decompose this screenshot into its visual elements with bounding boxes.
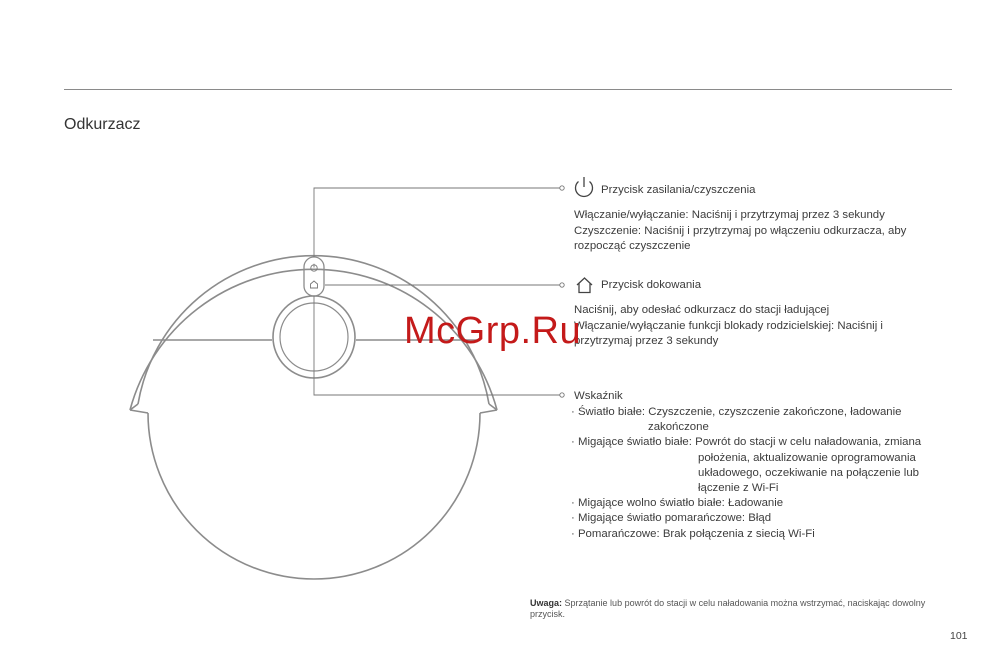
dock-heading: Przycisk dokowania xyxy=(601,279,702,291)
indicator-label: · Pomarańczowe: xyxy=(571,527,660,540)
indicator-cont: łączenie z Wi-Fi xyxy=(698,482,779,495)
note-text: Sprzątanie lub powrót do stacji w celu naładowania można wstrzymać, naciskając dowolny przycisk. xyxy=(530,598,926,619)
indicator-cont: zakończone xyxy=(648,421,709,434)
indicator-heading: Wskaźnik xyxy=(574,390,623,402)
indicator-label: · Migające światło pomarańczowe: xyxy=(571,512,746,525)
indicator-label: · Migające wolno światło białe: xyxy=(571,497,725,510)
button-panel xyxy=(304,257,324,296)
indicator-cont: położenia, aktualizowanie oprogramowania xyxy=(698,451,916,464)
power-icon xyxy=(576,177,593,196)
dock-button[interactable] xyxy=(311,281,318,288)
power-line: Włączanie/wyłączanie: Naciśnij i przytrzymaj przez 3 sekundy xyxy=(574,209,885,221)
power-heading: Przycisk zasilania/czyszczenia xyxy=(601,184,756,196)
page-number: 101 xyxy=(950,630,968,642)
indicator-item xyxy=(571,527,921,542)
watermark: McGrp.Ru xyxy=(404,310,582,352)
indicator-text: Brak połączenia z siecią Wi-Fi xyxy=(662,527,815,540)
power-description xyxy=(574,208,906,255)
note-label: Uwaga: xyxy=(530,598,563,608)
dock-line: Naciśnij, aby odesłać odkurzacz do stacji ładującej xyxy=(574,304,830,316)
indicator-item xyxy=(571,511,921,526)
indicator-item xyxy=(571,496,921,511)
dock-description xyxy=(574,303,883,350)
power-button[interactable] xyxy=(311,264,317,271)
indicator-label: · Migające światło białe: xyxy=(571,436,692,449)
home-icon xyxy=(577,278,592,293)
indicator-text: Błąd xyxy=(748,512,772,525)
dock-line: przytrzymaj przez 3 sekundy xyxy=(574,335,719,347)
indicator-text: Ładowanie xyxy=(728,497,784,510)
indicator-item xyxy=(571,405,921,435)
page-title: Odkurzacz xyxy=(64,116,141,133)
indicator-label: · Światło białe: xyxy=(571,406,646,418)
indicator-text: Powrót do stacji w celu naładowania, zmiana xyxy=(695,436,922,449)
callout-ends xyxy=(560,186,564,397)
indicator-text: Czyszczenie, czyszczenie zakończone, ładowanie xyxy=(648,406,902,418)
indicator-item xyxy=(571,435,921,496)
callout-lines xyxy=(314,188,560,395)
dock-line: Włączanie/wyłączanie funkcji blokady rodzicielskiej: Naciśnij i xyxy=(574,319,883,332)
note xyxy=(530,598,940,620)
indicator-list xyxy=(571,405,921,542)
power-line: Czyszczenie: Naciśnij i przytrzymaj po włączeniu odkurzacza, aby xyxy=(574,224,907,237)
robot-body xyxy=(130,256,497,579)
power-line: rozpocząć czyszczenie xyxy=(574,240,691,252)
indicator-cont: układowego, oczekiwanie na połączenie lub xyxy=(698,466,919,479)
